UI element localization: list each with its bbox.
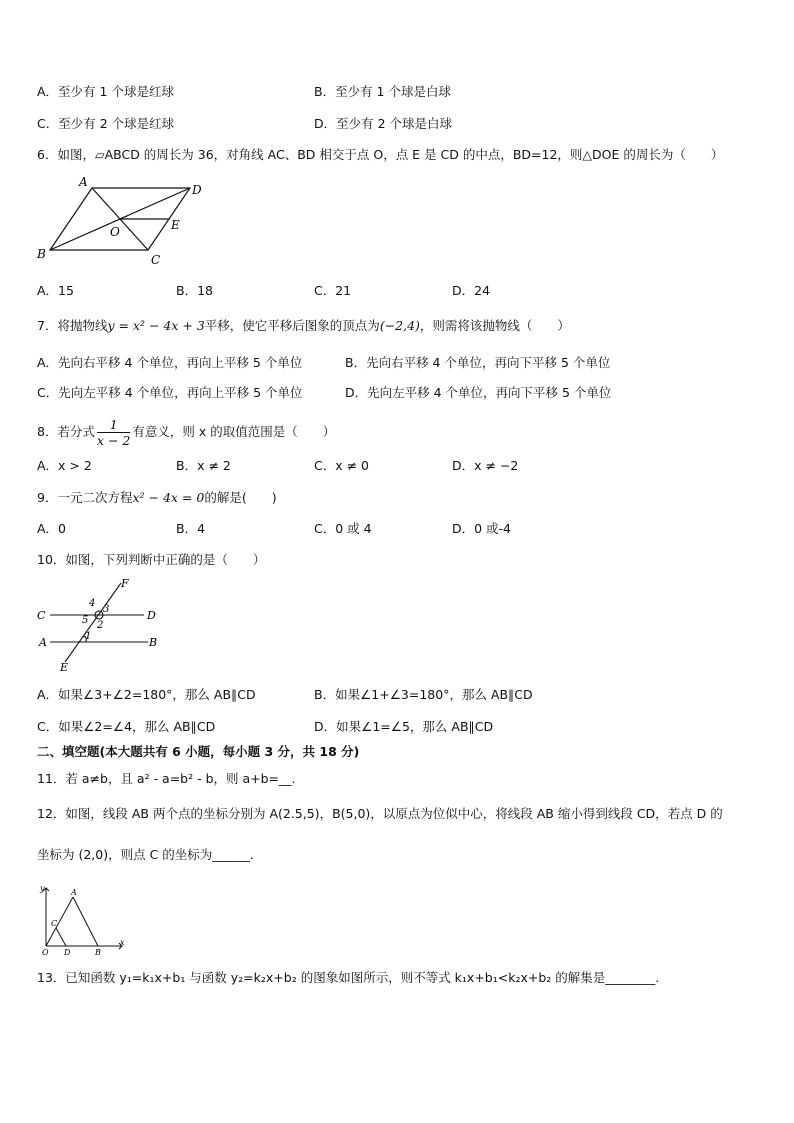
- label-o: O: [110, 225, 120, 239]
- q12-line2: 坐标为 (2,0)，则点 C 的坐标为______.: [37, 847, 254, 862]
- label-d: D: [192, 183, 202, 197]
- q12-line1: 12．如图，线段 AB 两个点的坐标分别为 A(2.5,5)，B(5,0)，以原点为位似中心，将线段 AB 缩小得到线段 CD，若点 D 的: [37, 806, 723, 821]
- label-a: A: [71, 888, 77, 897]
- label-b: B: [37, 247, 46, 261]
- q6-parallelogram-figure: [34, 172, 214, 267]
- q7-prefix: 7．将抛物线: [37, 318, 108, 333]
- q7-mid: 平移，使它平移后图象的顶点为: [204, 318, 380, 333]
- angle-label-4: 4: [89, 598, 96, 609]
- q9-option-d: D．0 或-4: [452, 521, 512, 536]
- label-a: A: [39, 636, 47, 649]
- q7-vertex-point: (−2,4): [379, 318, 420, 333]
- q10-option-d: D．如果∠1=∠5，那么 AB∥CD: [314, 719, 494, 734]
- section-fill-in-blank-title: 二、填空题(本大题共有 6 小题，每小题 3 分，共 18 分): [37, 744, 360, 759]
- q8-option-a: A．x > 2: [37, 458, 92, 473]
- label-b: B: [149, 636, 158, 649]
- q7-stem: [37, 318, 570, 334]
- q5-option-a: A．至少有 1 个球是红球: [37, 84, 174, 99]
- q8-stem: [37, 413, 335, 451]
- q7-suffix: ，则需将该抛物线（ ）: [419, 318, 570, 333]
- q7-option-d: D．先向左平移 4 个单位，再向下平移 5 个单位: [345, 385, 612, 400]
- q9-option-c: C．0 或 4: [314, 521, 372, 536]
- q9-stem: [37, 490, 277, 506]
- angle-label-1: 1: [85, 631, 92, 642]
- label-d: D: [64, 948, 71, 957]
- q5-option-d: D．至少有 2 个球是白球: [314, 116, 453, 131]
- q6-option-d: D．24: [452, 283, 491, 298]
- angle-label-3: 3: [103, 604, 110, 615]
- label-a: A: [79, 175, 88, 189]
- q13-text: 13．已知函数 y₁=k₁x+b₁ 与函数 y₂=k₂x+b₂ 的图象如图所示，则不等式 k₁x+b₁<k₂x+b₂ 的解集是________.: [37, 970, 660, 985]
- q8-frac-denominator: x − 2: [96, 433, 131, 448]
- label-f: F: [121, 577, 129, 590]
- angle-label-5: 5: [82, 615, 89, 626]
- q11-text: 11．若 a≠b，且 a² - a=b² - b，则 a+b=__.: [37, 771, 296, 786]
- q10-option-b: B．如果∠1+∠3=180°，那么 AB∥CD: [314, 687, 533, 702]
- label-e: E: [60, 661, 69, 674]
- q9-option-b: B．4: [176, 521, 206, 536]
- label-b: B: [95, 948, 101, 957]
- segment-cd: [56, 928, 66, 946]
- segment-ab: [73, 897, 98, 946]
- q8-fraction: [97, 417, 130, 448]
- line-ef: [65, 583, 121, 662]
- label-d: D: [147, 609, 156, 622]
- label-o: O: [42, 948, 49, 957]
- label-c: C: [37, 609, 46, 622]
- q7-option-c: C．先向左平移 4 个单位，再向上平移 5 个单位: [37, 385, 303, 400]
- label-y: y: [40, 884, 45, 893]
- q8-prefix: 8．若分式: [37, 424, 95, 439]
- q10-angles-figure: [34, 575, 169, 675]
- q9-option-a: A．0: [37, 521, 67, 536]
- q8-option-d: D．x ≠ −2: [452, 458, 519, 473]
- q5-option-c: C．至少有 2 个球是红球: [37, 116, 175, 131]
- q5-option-b: B．至少有 1 个球是白球: [314, 84, 451, 99]
- q8-frac-numerator: 1: [97, 417, 130, 433]
- q9-prefix: 9．一元二次方程: [37, 490, 133, 505]
- q6-option-b: B．18: [176, 283, 213, 298]
- angle-label-2: 2: [97, 620, 104, 631]
- q6-stem: 6．如图，▱ABCD 的周长为 36，对角线 AC、BD 相交于点 O，点 E 是 CD 的中点，BD=12，则△DOE 的周长为（ ）: [37, 147, 724, 162]
- label-x: x: [120, 938, 125, 947]
- q9-equation: x² − 4x = 0: [132, 490, 205, 505]
- q10-stem: 10．如图，下列判断中正确的是（ ）: [37, 552, 266, 567]
- q10-option-a: A．如果∠3+∠2=180°，那么 AB∥CD: [37, 687, 256, 702]
- q8-option-b: B．x ≠ 2: [176, 458, 231, 473]
- q7-option-b: B．先向右平移 4 个单位，再向下平移 5 个单位: [345, 355, 611, 370]
- q6-option-a: A．15: [37, 283, 74, 298]
- label-c: C: [51, 919, 58, 928]
- q12-coordinate-figure: [36, 882, 128, 958]
- label-c: C: [151, 253, 161, 267]
- q7-option-a: A．先向右平移 4 个单位，再向上平移 5 个单位: [37, 355, 303, 370]
- q6-option-c: C．21: [314, 283, 352, 298]
- q7-equation: y = x² − 4x + 3: [107, 318, 205, 333]
- q9-suffix: 的解是( ): [204, 490, 277, 505]
- label-e: E: [171, 218, 180, 232]
- q10-option-c: C．如果∠2=∠4，那么 AB∥CD: [37, 719, 216, 734]
- q8-option-c: C．x ≠ 0: [314, 458, 369, 473]
- q8-suffix: 有意义，则 x 的取值范围是（ ）: [132, 424, 336, 439]
